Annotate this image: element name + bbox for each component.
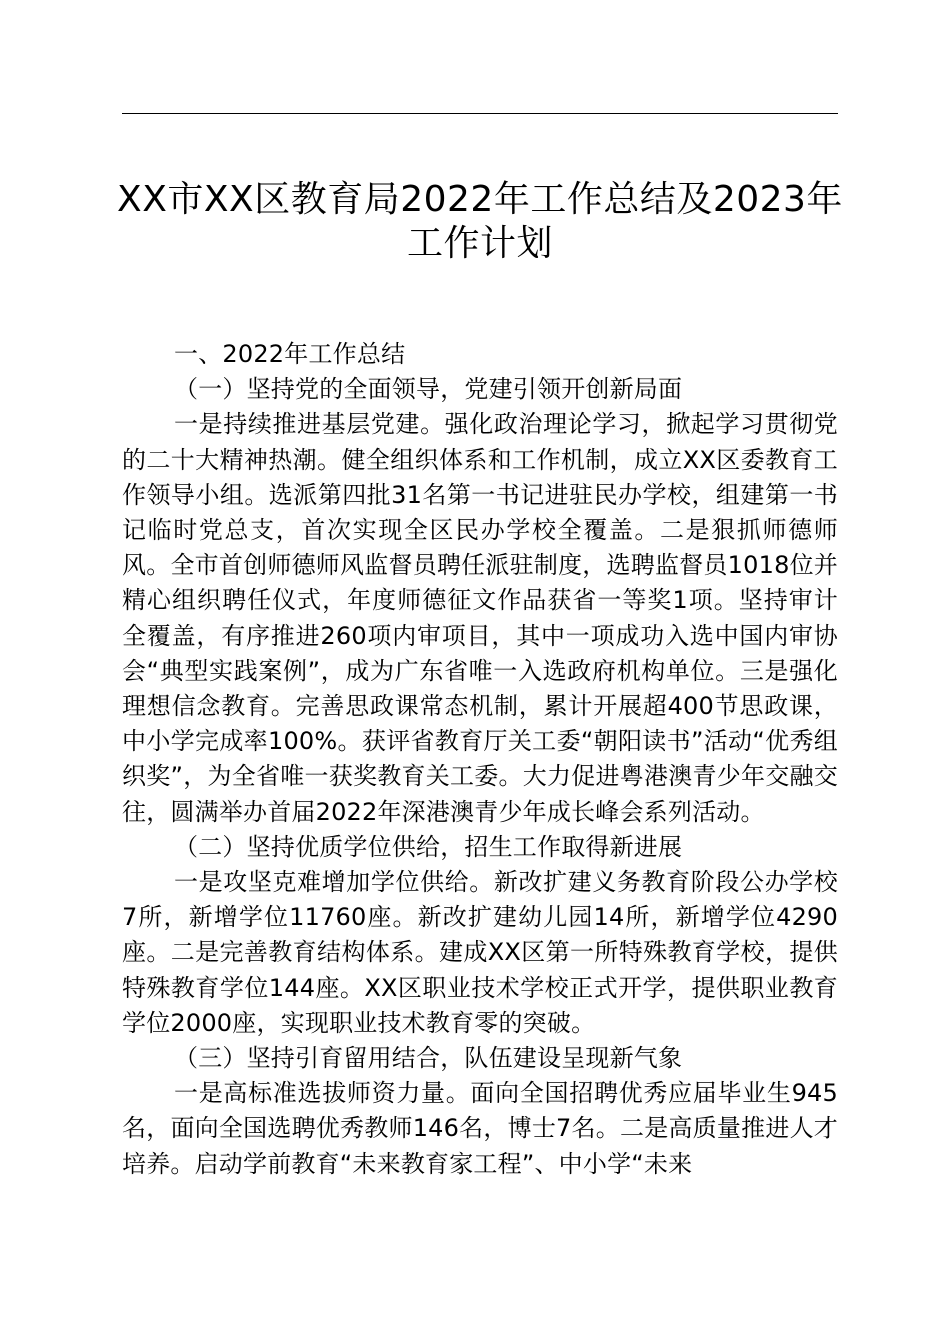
paragraph-school-places: 一是攻坚克难增加学位供给。新改扩建义务教育阶段公办学校7所，新增学位11760座。新改扩建幼儿园14所，新增学位4290座。二是完善教育结构体系。建成XX区第一所特殊教育学校，提供特殊教育学位144座。XX区职业技术学校正式开学，提供职业教育学位2000座，实现职业技术教育零的突破。 xyxy=(122,868,838,1037)
subsection-heading-3: （三）坚持引育留用结合，队伍建设呈现新气象 xyxy=(174,1044,683,1073)
subsection-heading-2: （二）坚持优质学位供给，招生工作取得新进展 xyxy=(174,832,683,861)
document-title-line-1: XX市XX区教育局2022年工作总结及2023年 xyxy=(117,179,843,220)
paragraph-teacher-team: 一是高标准选拔师资力量。面向全国招聘优秀应届毕业生945名，面向全国选聘优秀教师146名，博士7名。二是高质量推进人才培养。启动学前教育“未来教育家工程”、中小学“未来 xyxy=(122,1079,838,1178)
section-heading: 一、2022年工作总结 xyxy=(174,340,406,368)
document-title-line-2: 工作计划 xyxy=(406,223,553,264)
subsection-heading-1: （一）坚持党的全面领导，党建引领开创新局面 xyxy=(174,375,683,404)
paragraph-party-building: 一是持续推进基层党建。强化政治理论学习，掀起学习贯彻党的二十大精神热潮。健全组织体系和工作机制，成立XX区委教育工作领导小组。选派第四批31名第一书记进驻民办学校，组建第一书记临时党总支，首次实现全区民办学校全覆盖。二是狠抓师德师风。全市首创师德师风监督员聘任派驻制度，选聘监督员1018位并精心组织聘任仪式，年度师德征文作品获省一等奖1项。坚持审计全覆盖，有序推进260项内审项目，其中一项成功入选中国内审协会“典型实践案例”，成为广东省唯一入选政府机构单位。三是强化理想信念教育。完善思政课常态机制，累计开展超400节思政课，中小学完成率100%。获评省教育厅关工委“朝阳读书”活动“优秀组织奖”，为全省唯一获奖教育关工委。大力促进粤港澳青少年交融交往，圆满举办首届2022年深港澳青少年成长峰会系列活动。 xyxy=(122,410,838,826)
header-rule xyxy=(122,113,838,114)
document-body xyxy=(122,337,838,1182)
